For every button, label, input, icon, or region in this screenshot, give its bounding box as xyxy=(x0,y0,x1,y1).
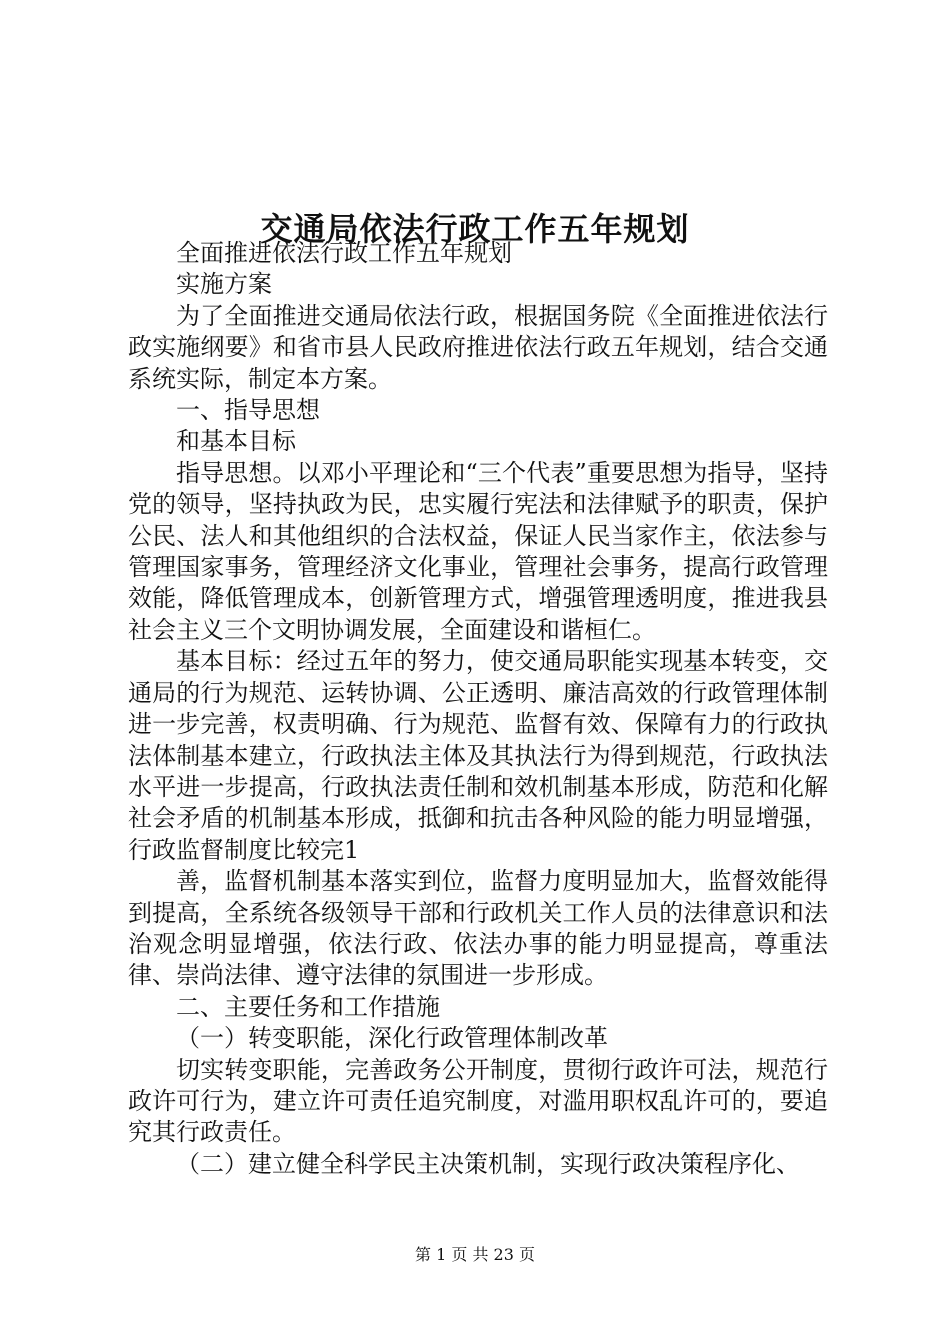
heading-guiding-ideology: 一、指导思想 xyxy=(176,396,320,425)
document-body xyxy=(128,238,828,1180)
paragraph-intro: 为了全面推进交通局依法行政，根据国务院《全面推进依法行政实施纲要》和省市县人民政府推进依法行政五年规划，结合交通系统实际，制定本方案。 xyxy=(128,301,828,393)
heading-section-two: （二）建立健全科学民主决策机制，实现行政决策程序化、 xyxy=(176,1149,800,1178)
heading-section-one: （一）转变职能，深化行政管理体制改革 xyxy=(176,1024,608,1053)
paragraph-implementation-plan: 实施方案 xyxy=(176,270,272,299)
page-number-footer: 第 1 页 共 23 页 xyxy=(415,1245,535,1264)
paragraph-basic-goals: 基本目标：经过五年的努力，使交通局职能实现基本转变，交通局的行为规范、运转协调、公正透明、廉洁高效的行政管理体制进一步完善，权责明确、行为规范、监督有效、保障有力的行政执法体制基本建立，行政执法主体及其执法行为得到规范，行政执法水平进一步提高，行政执法责任制和效机制基本形成，防范和化解社会矛盾的机制基本形成，抵御和抗击各种风险的能力明显增强，行政监督制度比较完1 xyxy=(128,647,828,864)
paragraph-subtitle: 全面推进依法行政工作五年规划 xyxy=(176,239,512,267)
paragraph-section-one: 切实转变职能，完善政务公开制度，贯彻行政许可法，规范行政许可行为，建立许可责任追究制度，对滥用职权乱许可的，要追究其行政责任。 xyxy=(128,1055,828,1147)
heading-main-tasks: 二、主要任务和工作措施 xyxy=(176,992,440,1021)
heading-basic-goals: 和基本目标 xyxy=(176,427,296,456)
paragraph-guiding-ideology: 指导思想。以邓小平理论和“三个代表”重要思想为指导，坚持党的领导，坚持执政为民，忠实履行宪法和法律赋予的职责，保护公民、法人和其他组织的合法权益，保证人民当家作主，依法参与管理国家事务，管理经济文化事业，管理社会事务，提高行政管理效能，降低管理成本，创新管理方式，增强管理透明度，推进我县社会主义三个文明协调发展，全面建设和谐桓仁。 xyxy=(128,458,828,644)
document-title: 交通局依法行政工作五年规划 xyxy=(260,210,690,249)
paragraph-supervision: 善，监督机制基本落实到位，监督力度明显加大，监督效能得到提高，全系统各级领导干部和行政机关工作人员的法律意识和法治观念明显增强，依法行政、依法办事的能力明显提高，尊重法律、崇尚法律、遵守法律的氛围进一步形成。 xyxy=(128,867,828,990)
